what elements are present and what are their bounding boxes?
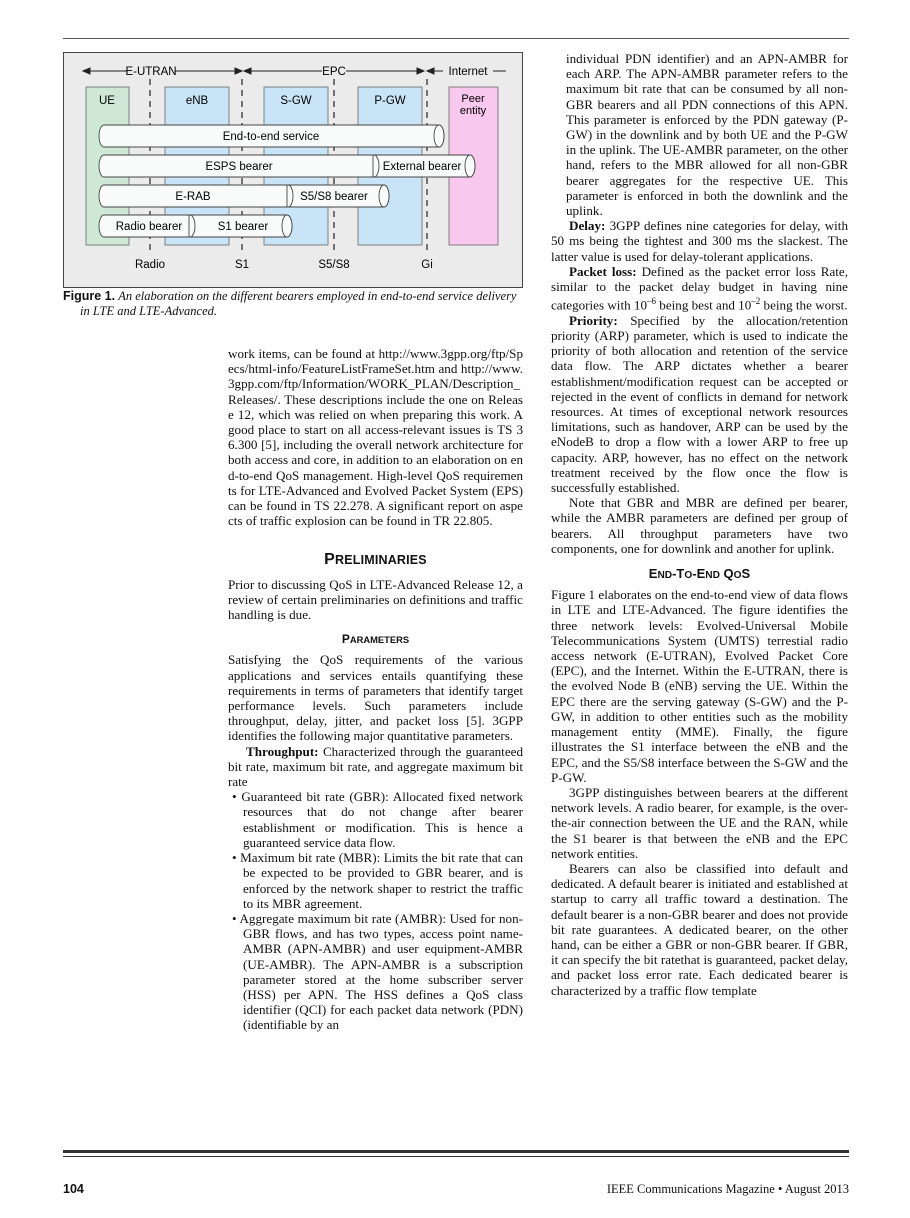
subsection-title-parameters: PARAMETERS <box>341 632 410 647</box>
caption-label: Figure 1. <box>63 289 116 303</box>
bearer-label: S1 bearer <box>217 221 269 233</box>
footer-rule <box>63 1150 849 1153</box>
delay-paragraph: Delay: 3GPP defines nine categories for delay, with 50 ms being the tightest and 300 ms the slackest. The latter value is used for delay-tolerant applications. <box>551 218 848 264</box>
entity-label: S-GW <box>280 95 312 107</box>
interface-label: Gi <box>421 259 433 271</box>
e2e-paragraph: Bearers can also be classified into default and dedicated. A default bearer is initiated and established at startup to carry all traffic toward a destination. The default bearer is a non-GBR bearer and does not provide bit rate guarantees. A dedicated bearer, on the other hand, can be either a GBR or non-GBR bearer. If GBR, it can specify the bit ratethat is guaranteed, packet delay, and packet loss error rate. Each dedicated bearer is characterized by a traffic flow template <box>551 860 848 998</box>
interface-label: S5/S8 <box>318 259 350 271</box>
section-title-end-to-end-qos: END-TO-END QOS <box>648 566 751 582</box>
section-title-preliminaries: PRELIMINARIES <box>324 551 427 569</box>
bullet-item: • Guaranteed bit rate (GBR): Allocated fixed network resources that do not change after bearer establishment or modification. This is hence a guaranteed service data flow. <box>232 789 523 850</box>
page-number: 104 <box>63 1182 84 1196</box>
intro-paragraph: work items, can be found at http://www.3gpp.org/ftp/Specs/html-info/FeatureListFrameSet.htm and http://www.3gpp.com/ftp/Information/WORK_PLAN/Description_Releases/. These descriptions include the one on Release 12, which was relied on when preparing this work. A good place to start on all access-relevant issues is TS 36.300 [5], including the overall network architecture for both access and core, in addition to an elaboration on end-to-end QoS management. High-level QoS requirements for LTE-Advanced and Evolved Packet System (EPS) can be found in TS 22.278. A significant report on aspects of traffic explosion can be found in TR 22.805. <box>228 346 523 529</box>
right-column <box>551 51 848 998</box>
entity-label: entity <box>459 105 487 117</box>
top-rule <box>63 38 849 39</box>
domain-label: EPC <box>322 66 346 78</box>
footer-rule-thin <box>63 1156 849 1157</box>
bullet-item: • Aggregate maximum bit rate (AMBR): Used for non-GBR flows, and has two types, access point name-AMBR (APN-AMBR) and user equipment-AMBR (UE-AMBR). The APN-AMBR is a subscription parameter stored at the home subscriber server (HSS) per APN. The HSS defines a QoS class identifier (QCI) for each packet data network (PDN) (identifiable by an <box>232 910 523 1033</box>
bearer-label: Radio bearer <box>115 221 183 233</box>
interface-label: S1 <box>234 259 250 271</box>
throughput-paragraph: Throughput: Characterized through the guaranteed bit rate, maximum bit rate, and aggregate maximum bit rate <box>228 743 523 790</box>
left-column <box>228 346 523 1033</box>
priority-paragraph: Priority: Specified by the allocation/retention priority (ARP) parameter, which is used to indicate the priority of both allocation and retention of the service data flow. The ARP dictates whether a bearer establishment/modification request can be accepted or rejected in the event of conflicts in demand for network resources. At times of exceptional network resources limitations, such as handover, ARP can be used by the eNodeB to drop a flow with a lower ARP to free up capacity. ARP, however, has no effect on the network treatment received by the flow once the flow is successfully established. <box>551 312 848 496</box>
domain-label: Internet <box>448 66 488 78</box>
bullet-item: • Maximum bit rate (MBR): Limits the bit rate that can be expected to be provided to GBR bearer, and is enforced by the network shaper to restrict the traffic to its MBR agreement. <box>232 850 523 911</box>
note-paragraph: Note that GBR and MBR are defined per bearer, while the AMBR parameters are defined per group of bearers. All throughput parameters have two components, one for downlink and another for uplink. <box>551 495 848 556</box>
bearer-label: S5/S8 bearer <box>300 191 368 203</box>
e2e-paragraph: Figure 1 elaborates on the end-to-end view of data flows in LTE and LTE-Advanced. The figure identifies the three network levels: Evolved-Universal Mobile Telecommunications System (UMTS) terrestial radio access network (E-UTRAN), Evolved Packet Core (EPC), and the Internet. Within the E-UTRAN, there is the evolved Node B (eNB) serving the UE. Within the EPC there are the serving gateway (S-GW) and the P-GW, in addition to other entities such as the mobility management entity (MME). Finally, the figure illustrates the S1 interface between the eNB and the EPC, and the S5/S8 interface between the S-GW and the P-GW. <box>551 587 848 785</box>
parameters-paragraph: Satisfying the QoS requirements of the various applications and services entails quantifying these requirements in terms of parameters that identify target performance levels. Such parameters include throughput, delay, jitter, and packet loss [5]. 3GPP identifies the following major quantitative parameters. <box>228 652 523 744</box>
caption-text: An elaboration on the different bearers employed in end-to-end service delivery in LTE and LTE-Advanced. <box>80 289 517 318</box>
e2e-paragraph: 3GPP distinguishes between bearers at the different network levels. A radio bearer, for example, is the over-the-air connection between the UE and the RAN, while the S1 bearer is that between the eNB and the EPC network entities. <box>551 784 848 861</box>
entity-label: eNB <box>185 95 209 107</box>
packet-loss-paragraph: Packet loss: Defined as the packet error loss Rate, similar to the packet delay budget in having nine categories with $10^{-6}$ being best and $10^{-2}$ being the worst. <box>551 263 848 313</box>
entity-label: UE <box>99 95 115 107</box>
bullet-continuation: individual PDN identifier) and an APN-AMBR for each ARP. The APN-AMBR parameter refers to the maximum bit rate that can be consumed by all non-GBR bearers and all PDN connections of this APN. This parameter is enforced by the PDN gateway (P-GW) in the downlink and by both UE and the P-GW in the uplink. The UE-AMBR parameter, on the other hand, refers to the MBR allowed for all non-GBR bearer aggregates for the respective UE. This parameter is enforced in both the downlink and the uplink. <box>566 51 848 219</box>
domain-label: E-UTRAN <box>125 66 177 78</box>
journal-footer: IEEE Communications Magazine • August 2013 <box>606 1182 849 1196</box>
figure-caption <box>63 289 528 319</box>
interface-label: Radio <box>134 259 166 271</box>
preliminaries-intro: Prior to discussing QoS in LTE-Advanced Release 12, a review of certain preliminaries on definitions and traffic handling is due. <box>228 576 523 623</box>
bearer-label: ESPS bearer <box>205 161 273 173</box>
entity-label: Peer <box>461 93 485 105</box>
bearer-label: E-RAB <box>175 191 211 203</box>
bearer-figure <box>63 52 523 288</box>
entity-label: P-GW <box>374 95 406 107</box>
bearer-label: External bearer <box>382 161 462 173</box>
bearer-label: End-to-end service <box>222 131 320 143</box>
